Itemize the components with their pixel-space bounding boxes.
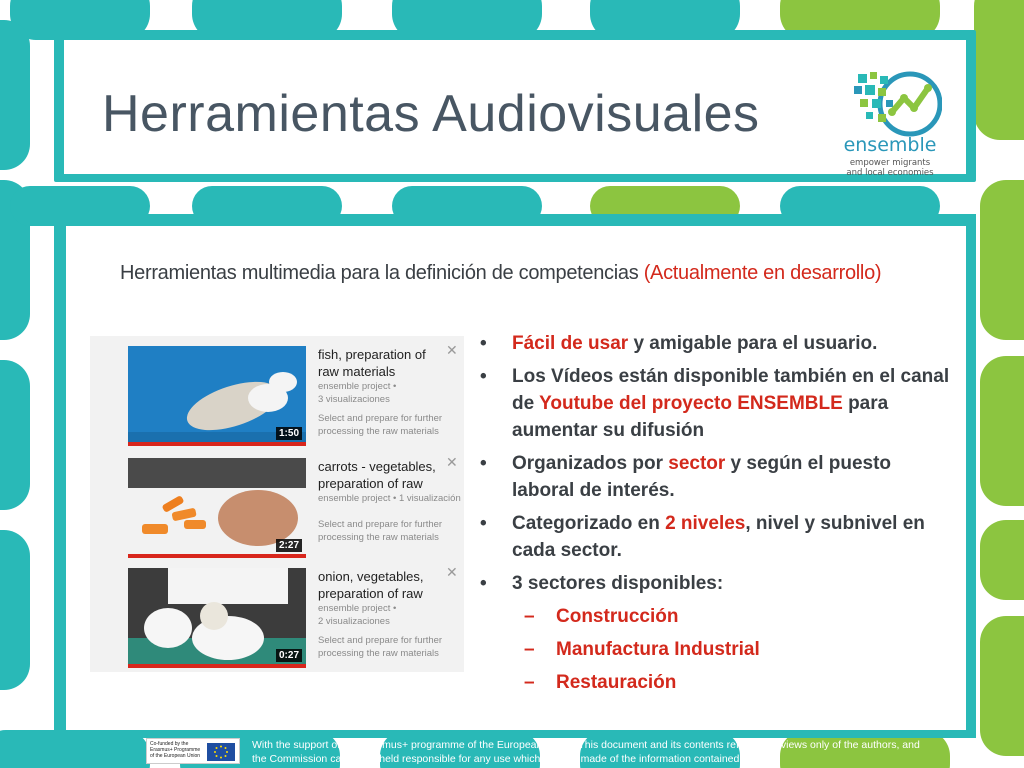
video-description: Select and prepare for further processing the raw materials (318, 635, 443, 659)
bg-tile (980, 520, 1024, 600)
slide-title: Herramientas Audiovisuales (102, 85, 760, 143)
dash-icon: – (524, 672, 535, 693)
bullet-text: Organizados por (512, 453, 669, 474)
bullet-icon: • (480, 513, 487, 534)
close-icon[interactable]: ✕ (446, 342, 458, 358)
video-title[interactable]: carrots - vegetables, preparation of raw (318, 459, 436, 491)
bg-tile (0, 530, 30, 690)
bullet-icon: • (480, 453, 487, 474)
bullet-icon: • (480, 366, 487, 387)
bullet-text: y amigable para el usuario. (628, 333, 878, 354)
bullet-text: Los Vídeos están disponible también en el canal de (512, 366, 950, 414)
video-item[interactable] (90, 558, 464, 662)
logo-wordmark: ensemble (843, 134, 937, 156)
footer (0, 736, 1024, 768)
video-item[interactable] (90, 448, 464, 552)
bullet-text: y según el puesto laboral de interés. (512, 453, 892, 501)
dash-icon: – (524, 606, 535, 627)
eu-flag-icon (207, 743, 235, 761)
footer-disclaimer: With the support of the Erasmus+ programme of the European Union. This document and its contents reflects the views only of the authors, and the Commission cannot be held responsible for any use which may be made of the information contained therein. (252, 739, 920, 765)
logo-tagline (840, 158, 940, 178)
bg-tile (980, 616, 1024, 756)
dash-icon: – (524, 639, 535, 660)
bullet-icon: • (480, 333, 487, 354)
bullet-icon: • (480, 573, 487, 594)
bullet-organized-by-sector (476, 450, 956, 504)
bg-tile (0, 360, 30, 510)
bullet-highlight: Youtube del proyecto ENSEMBLE (539, 393, 843, 414)
close-icon[interactable]: ✕ (446, 564, 458, 580)
bullet-text: , nivel y subnivel en cada sector. (512, 513, 925, 561)
logo-tagline-line-1: empower migrants (849, 158, 931, 168)
bullet-youtube-channel (476, 363, 956, 444)
video-duration: 1:50 (276, 427, 302, 440)
bg-tile (0, 20, 30, 170)
video-views: 3 visualizaciones (318, 394, 390, 405)
watched-progress-bar (128, 664, 306, 668)
eu-cofunded-badge (146, 738, 240, 764)
bg-tile (980, 180, 1024, 340)
bullet-highlight: 2 niveles (665, 513, 746, 534)
content-panel (54, 214, 976, 738)
video-views: 2 visualizaciones (318, 616, 390, 627)
video-channel[interactable]: ensemble project • (318, 603, 397, 614)
feature-bullet-list (476, 330, 956, 702)
subtitle-main: Herramientas multimedia para la definición de competencias (120, 262, 644, 284)
bullet-text: Categorizado en (512, 513, 666, 534)
video-thumbnail[interactable] (128, 458, 306, 558)
sector-label: Restauración (556, 672, 677, 693)
content-panel-inner (66, 226, 966, 730)
video-thumbnail[interactable] (128, 346, 306, 446)
video-title[interactable]: fish, preparation of raw materials (318, 347, 426, 379)
bullet-easy-to-use (476, 330, 956, 357)
bullet-sectors-available (476, 570, 956, 597)
video-description: Select and prepare for further processing the raw materials (318, 413, 443, 437)
bullet-highlight: sector (668, 453, 726, 474)
bullet-text: 3 sectores disponibles: (512, 573, 724, 594)
bg-tile (974, 0, 1024, 140)
video-thumbnail[interactable] (128, 568, 306, 668)
ensemble-logo (840, 64, 970, 182)
title-panel-inner (64, 40, 966, 178)
logo-tagline-line-2: and local economies (846, 168, 934, 178)
video-title[interactable]: onion, vegetables, preparation of raw (318, 569, 424, 601)
eu-badge-text: Co-funded by the Erasmus+ Programme of the European Union (150, 741, 201, 759)
sector-item-construccion (476, 603, 956, 630)
watched-progress-bar (128, 442, 306, 446)
close-icon[interactable]: ✕ (446, 454, 458, 470)
bullet-categorized-levels (476, 510, 956, 564)
sector-label: Construcción (556, 606, 679, 627)
title-panel (54, 30, 976, 182)
sector-item-restauracion (476, 669, 956, 696)
video-duration: 2:27 (276, 539, 302, 552)
bullet-highlight: Fácil de usar (512, 333, 629, 354)
sector-item-manufactura (476, 636, 956, 663)
sector-label: Manufactura Industrial (556, 639, 760, 660)
video-item[interactable] (90, 336, 464, 440)
video-duration: 0:27 (276, 649, 302, 662)
video-channel[interactable]: ensemble project • 1 visualización (318, 493, 461, 504)
bullet-text: para aumentar su difusión (512, 393, 889, 441)
subtitle-highlight: (Actualmente en desarrollo) (643, 262, 882, 284)
video-channel[interactable]: ensemble project • (318, 381, 397, 392)
content-subtitle (120, 262, 881, 285)
ensemble-logo-icon (850, 68, 942, 140)
bg-tile (980, 356, 1024, 506)
video-list (90, 336, 464, 672)
video-description: Select and prepare for further processing the raw materials (318, 519, 443, 543)
